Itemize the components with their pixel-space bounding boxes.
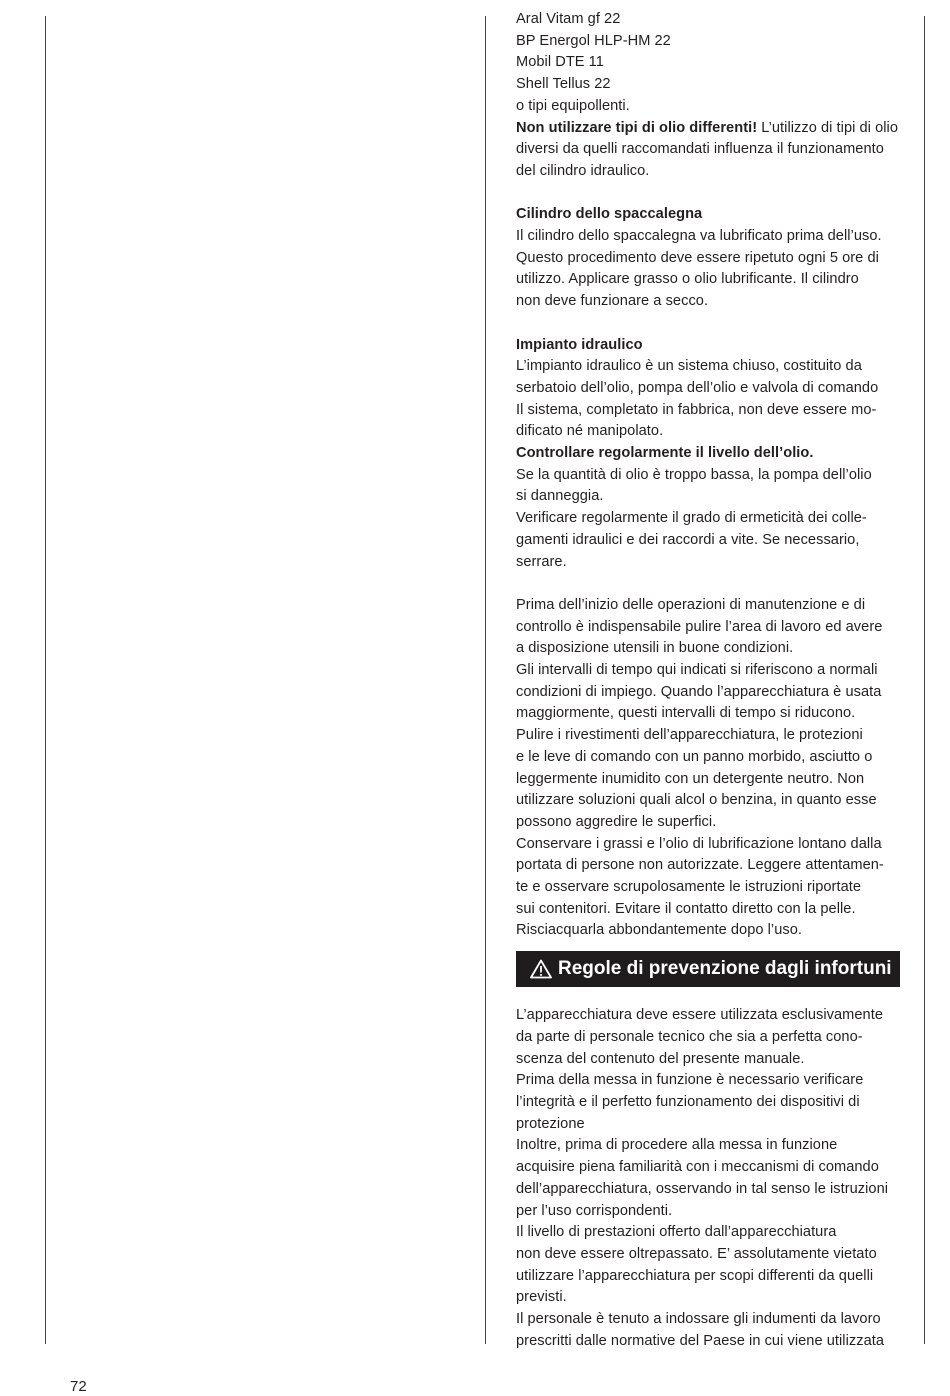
paragraph-line: dell’apparecchiatura, osservando in tal senso le istruzioni xyxy=(516,1180,889,1197)
paragraph-line: Prima dell’inizio delle operazioni di manutenzione e di xyxy=(516,596,866,613)
right-margin-rule xyxy=(924,16,925,1344)
paragraph-line: possono aggredire le superfici. xyxy=(516,813,717,830)
banner-title: Regole di prevenzione dagli infortuni xyxy=(558,958,892,980)
paragraph-line: prescritti dalle normative del Paese in cui viene utilizzata xyxy=(516,1332,885,1349)
oil-level-warning: Controllare regolarmente il livello dell’olio. xyxy=(516,445,814,462)
paragraph-line: Gli intervalli di tempo qui indicati si riferiscono a normali xyxy=(516,662,878,679)
text-column xyxy=(516,9,902,1352)
oil-warning-text: L’utilizzo di tipi di olio xyxy=(757,119,898,136)
paragraph-line: l’integrità e il perfetto funzionamento dei dispositivi di xyxy=(516,1094,860,1110)
oil-list-item: Aral Vitam gf 22 xyxy=(516,11,621,27)
paragraph-line: Verificare regolarmente il grado di ermeticità dei colle- xyxy=(516,510,867,527)
maintenance-section xyxy=(516,595,902,942)
paragraph-spacer xyxy=(516,313,902,335)
oil-list-item: BP Energol HLP-HM 22 xyxy=(516,32,671,49)
paragraph-line: Inoltre, prima di procedere alla messa in funzione xyxy=(516,1137,838,1154)
oil-warning-bold: Non utilizzare tipi di olio differenti! xyxy=(516,119,758,136)
paragraph-line: Il sistema, completato in fabbrica, non deve essere mo- xyxy=(516,401,877,418)
paragraph-line: serrare. xyxy=(516,553,567,570)
paragraph-line: Pulire i rivestimenti dell’apparecchiatura, le protezioni xyxy=(516,727,863,744)
hydraulic-section xyxy=(516,335,902,574)
paragraph-line: controllo è indispensabile pulire l’area di lavoro ed avere xyxy=(516,618,883,635)
paragraph-line: utilizzare soluzioni quali alcol o benzina, in quanto esse xyxy=(516,792,877,809)
oil-list xyxy=(516,9,902,118)
paragraph-spacer xyxy=(516,183,902,205)
section-heading-cylinder: Cilindro dello spaccalegna xyxy=(516,206,703,223)
paragraph-line: si danneggia. xyxy=(516,488,604,505)
paragraph-line: Risciacquarla abbondantemente dopo l’uso. xyxy=(516,922,803,939)
paragraph-line: non deve funzionare a secco. xyxy=(516,293,709,310)
column-divider-rule xyxy=(485,16,486,1344)
warning-triangle-icon xyxy=(530,959,552,979)
paragraph-line: Prima della messa in funzione è necessario verificare xyxy=(516,1072,864,1089)
paragraph-line: da parte di personale tecnico che sia a perfetta cono- xyxy=(516,1028,863,1045)
paragraph-line: utilizzo. Applicare grasso o olio lubrificante. Il cilindro xyxy=(516,271,859,288)
paragraph-line: sui contenitori. Evitare il contatto diretto con la pelle. xyxy=(516,900,856,917)
paragraph-line: previsti. xyxy=(516,1289,567,1306)
paragraph-line: a disposizione utensili in buone condizioni. xyxy=(516,640,794,657)
paragraph-line: gamenti idraulici e dei raccordi a vite. Se necessario, xyxy=(516,531,860,548)
cylinder-section xyxy=(516,204,902,313)
paragraph-line: del cilindro idraulico. xyxy=(516,162,650,179)
paragraph-line: utilizzare l’apparecchiatura per scopi differenti da quelli xyxy=(516,1267,874,1284)
paragraph-line: L’impianto idraulico è un sistema chiuso, costituito da xyxy=(516,358,862,375)
paragraph-line: serbatoio dell’olio, pompa dell’olio e valvola di comando xyxy=(516,379,879,396)
paragraph-line: portata di persone non autorizzate. Leggere attentamen- xyxy=(516,857,884,874)
page-number: 72 xyxy=(70,1378,87,1395)
paragraph-line: condizioni di impiego. Quando l’apparecchiatura è usata xyxy=(516,683,882,700)
paragraph-line: protezione xyxy=(516,1115,585,1132)
paragraph-line: per l’uso corrispondenti. xyxy=(516,1202,673,1219)
oil-list-item: Mobil DTE 11 xyxy=(516,54,604,71)
paragraph-spacer xyxy=(516,573,902,595)
safety-rules-banner xyxy=(516,951,900,987)
paragraph-line: leggermente inumidito con un detergente neutro. Non xyxy=(516,770,865,787)
paragraph-line: scenza del contenuto del presente manuale. xyxy=(516,1050,805,1067)
section-heading-hydraulic: Impianto idraulico xyxy=(516,336,643,353)
paragraph-line: non deve essere oltrepassato. E’ assolutamente vietato xyxy=(516,1245,877,1262)
oil-warning-first-line xyxy=(516,118,902,140)
paragraph-line: acquisire piena familiarità con i meccanismi di comando xyxy=(516,1159,879,1176)
paragraph-line: Conservare i grassi e l’olio di lubrificazione lontano dalla xyxy=(516,835,882,852)
paragraph-line: e le leve di comando con un panno morbido, asciutto o xyxy=(516,748,873,765)
paragraph-line: te e osservare scrupolosamente le istruzioni riportate xyxy=(516,879,862,896)
paragraph-line: maggiormente, questi intervalli di tempo si riducono. xyxy=(516,705,856,722)
oil-list-item: Shell Tellus 22 xyxy=(516,76,611,93)
paragraph-line: dificato né manipolato. xyxy=(516,423,664,440)
left-margin-rule xyxy=(45,16,46,1344)
oil-list-item: o tipi equipollenti. xyxy=(516,97,630,114)
paragraph-line: Il personale è tenuto a indossare gli indumenti da lavoro xyxy=(516,1311,881,1328)
safety-section xyxy=(516,1005,902,1352)
paragraph-line: L’apparecchiatura deve essere utilizzata esclusivamente xyxy=(516,1007,883,1024)
paragraph-line: Il livello di prestazioni offerto dall’apparecchiatura xyxy=(516,1224,837,1241)
paragraph-line: Se la quantità di olio è troppo bassa, la pompa dell’olio xyxy=(516,466,872,483)
paragraph-line: diversi da quelli raccomandati influenza il funzionamento xyxy=(516,141,884,158)
paragraph-line: Questo procedimento deve essere ripetuto ogni 5 ore di xyxy=(516,249,879,266)
oil-warning-paragraph xyxy=(516,118,902,183)
paragraph-line: Il cilindro dello spaccalegna va lubrificato prima dell’uso. xyxy=(516,228,882,245)
